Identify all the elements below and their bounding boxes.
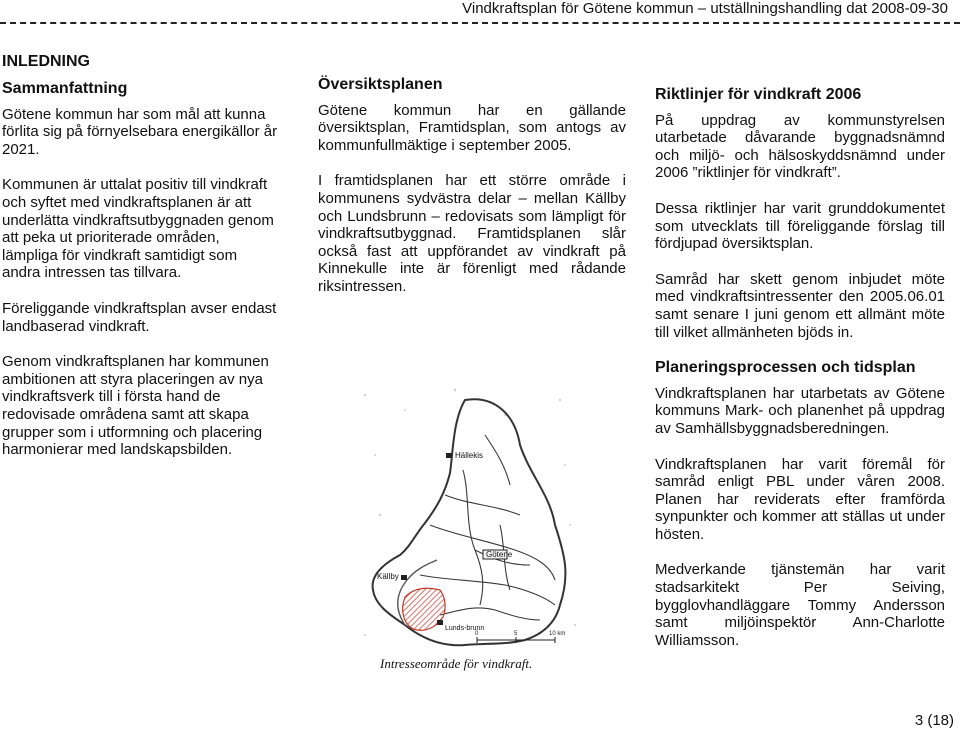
planning-paragraph-3: Medverkande tjänstemän har varit stadsarkitekt Per Seiving, bygglovhandläggare Tommy Andersson samt miljöinspektör Ann-Charlotte Williamsson. bbox=[655, 561, 945, 649]
town-marker-lundsbrunn bbox=[437, 620, 443, 625]
section-title: INLEDNING bbox=[2, 53, 90, 70]
page-number: 3 (18) bbox=[914, 712, 954, 729]
header-divider bbox=[0, 22, 960, 24]
scale-label-10km: 10 km bbox=[549, 631, 566, 637]
map-caption: Intresseområde för vindkraft. bbox=[380, 656, 533, 671]
guidelines-paragraph-2: Dessa riktlinjer har varit grunddokumentet som utvecklats till föreliggande förslag till fördjupad översiktsplan. bbox=[655, 199, 945, 253]
place-label-kallby: Källby bbox=[377, 572, 399, 581]
scale-label-0: 0 bbox=[475, 631, 479, 637]
place-label-lundsbrunn: Lunds-brunn bbox=[445, 625, 485, 632]
place-label-hallekis: Hällekis bbox=[455, 451, 484, 460]
interest-area-map bbox=[345, 375, 595, 710]
overview-plan-heading: Översiktsplanen bbox=[318, 76, 443, 93]
town-marker-hallekis bbox=[446, 453, 452, 458]
guidelines-heading: Riktlinjer för vindkraft 2006 bbox=[655, 86, 862, 103]
summary-paragraph-4: Genom vindkraftsplanen har kommunen ambitionen att styra placeringen av nya vindkraftsverk till i första hand de redovisade områdena samt att skapa grupper som i utformning och placering harmonierar med landskapsbilden. bbox=[2, 353, 269, 459]
planning-paragraph-2: Vindkraftsplanen har varit föremål för samråd enligt PBL under våren 2008. Planen har reviderats efter framförda synpunkter och kommer att ställas ut under hösten. bbox=[655, 455, 945, 543]
column-guidelines bbox=[655, 86, 945, 649]
planning-process-heading: Planeringsprocessen och tidsplan bbox=[655, 359, 916, 377]
summary-heading: Sammanfattning bbox=[2, 80, 128, 97]
column-overview-plan bbox=[318, 76, 626, 296]
summary-paragraph-2: Kommunen är uttalat positiv till vindkraft och syftet med vindkraftsplanen är att underlätta vindkraftsutbyggnaden genom att peka ut prioriterade områden, lämpliga för vindkraft samtidigt som andra intressen tas tillvara. bbox=[2, 176, 274, 282]
planning-paragraph-1: Vindkraftsplanen har utarbetats av Götene kommuns Mark- och planenhet på uppdrag av Samhällsbyggnadsberedningen. bbox=[655, 384, 945, 437]
overview-plan-paragraph-1: Götene kommun har en gällande översiktsplan, Framtidsplan, som antogs av kommunfullmäktige i september 2005. bbox=[318, 101, 626, 154]
map-background-texture bbox=[364, 389, 576, 636]
place-label-gotene: Götene bbox=[486, 550, 513, 559]
scale-label-5: 5 bbox=[514, 631, 518, 637]
guidelines-paragraph-3: Samråd har skett genom inbjudet möte med vindkraftsintressenter den 2005.06.01 samt senare I juni genom ett allmänt möte till vilket allmänheten bjöds in. bbox=[655, 270, 945, 341]
overview-plan-paragraph-2: I framtidsplanen har ett större område i kommunens sydvästra delar – mellan Källby och Lundsbrunn – redovisats som lämpligt för vindkraftsutbyggnad. Framtidsplanen slår också fast att uppförandet av vindkraft på Kinnekulle inte är förenligt med rådande riksintressen. bbox=[318, 172, 626, 295]
town-marker-kallby bbox=[401, 575, 407, 580]
summary-paragraph-3: Föreliggande vindkraftsplan avser endast landbaserad vindkraft. bbox=[2, 299, 277, 335]
column-summary bbox=[2, 80, 278, 459]
document-header: Vindkraftsplan för Götene kommun – utställningshandling dat 2008-09-30 bbox=[462, 0, 948, 17]
guidelines-paragraph-1: På uppdrag av kommunstyrelsen utarbetade dåvarande byggnadsnämnd och miljö- och hälsoskyddsnämnd under 2006 ”riktlinjer för vindkraft”. bbox=[655, 111, 945, 182]
summary-paragraph-1: Götene kommun har som mål att kunna förlita sig på förnyelsebara energikällor år 2021. bbox=[2, 105, 278, 158]
